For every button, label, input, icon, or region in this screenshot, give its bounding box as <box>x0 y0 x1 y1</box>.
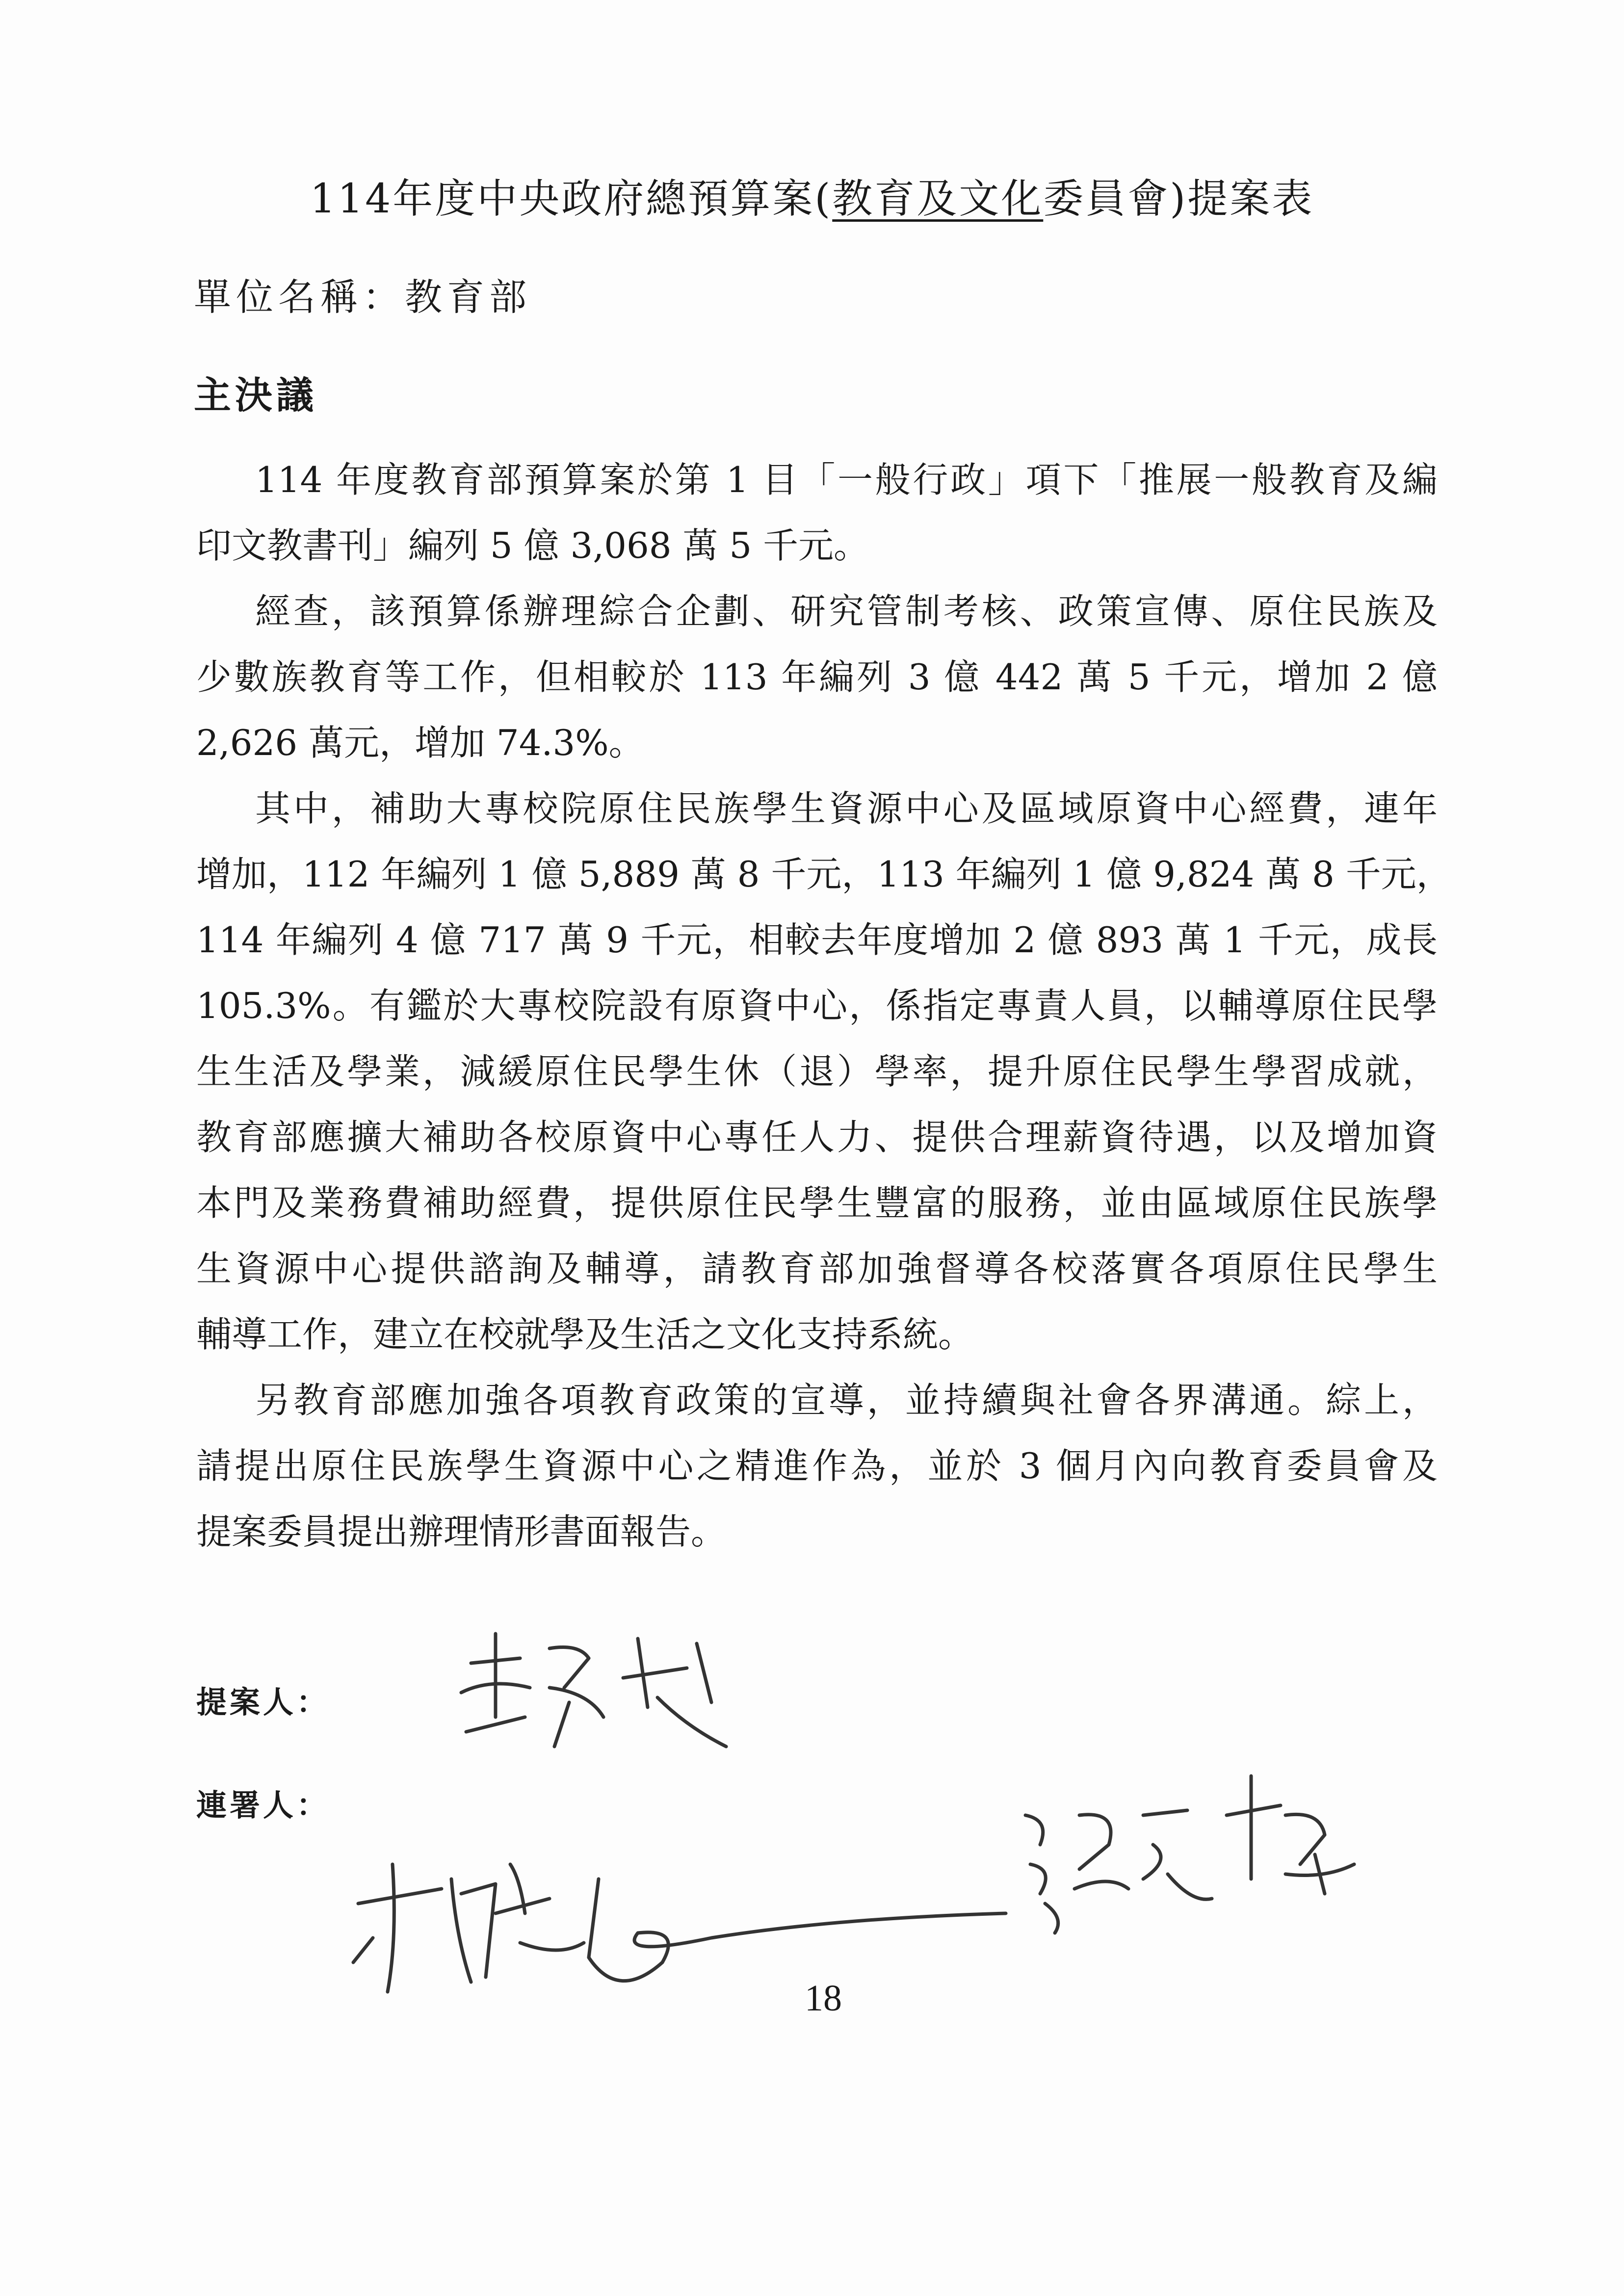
text-line: 請提出原住民族學生資源中心之精進作為，並於 3 個月內向教育委員會及 <box>196 1445 1438 1487</box>
cosigner-signature-1 <box>353 1864 1006 1992</box>
text-line: 增加，112 年編列 1 億 5,889 萬 8 千元，113 年編列 1 億 9,824 萬 8 千元， <box>196 854 1452 895</box>
text-line: 本門及業務費補助經費，提供原住民學生豐富的服務，並由區域原住民族學 <box>196 1182 1438 1224</box>
text-line: 生生活及學業，減緩原住民學生休（退）學率，提升原住民學生學習成就， <box>196 1051 1438 1092</box>
proposer-signature <box>461 1634 726 1747</box>
text-line: 少數族教育等工作，但相較於 113 年編列 3 億 442 萬 5 千元，增加 2 億 <box>196 656 1438 698</box>
unit-name: 單位名稱：教育部 <box>194 275 531 319</box>
text-line: 另教育部應加強各項教育政策的宣導，並持續與社會各界溝通。綜上， <box>255 1380 1438 1421</box>
text-line: 114 年度教育部預算案於第 1 目「一般行政」項下「推展一般教育及編 <box>255 459 1438 500</box>
cosigner-signature-2 <box>1025 1776 1354 1933</box>
cosigner-label: 連署人： <box>196 1787 330 1823</box>
title-underlined: 教育及文化 <box>832 176 1044 222</box>
text-line: 教育部應擴大補助各校原資中心專任人力、提供合理薪資待遇，以及增加資 <box>196 1117 1438 1158</box>
title-part: 委員會)提案表 <box>1043 176 1314 222</box>
text-line: 印文教書刊」編列 5 億 3,068 萬 5 千元。 <box>196 525 869 566</box>
text-line: 提案委員提出辦理情形書面報告。 <box>196 1511 727 1552</box>
text-line: 2,626 萬元，增加 74.3%。 <box>196 722 644 763</box>
section-heading: 主決議 <box>194 373 317 417</box>
text-line: 114 年編列 4 億 717 萬 9 千元，相較去年度增加 2 億 893 萬 1 千元，成長 <box>196 919 1438 961</box>
page-number: 18 <box>805 1978 842 2019</box>
text-line: 經查，該預算係辦理綜合企劃、研究管制考核、政策宣傳、原住民族及 <box>255 591 1438 632</box>
text-line: 其中，補助大專校院原住民族學生資源中心及區域原資中心經費，連年 <box>255 788 1438 829</box>
text-line: 生資源中心提供諮詢及輔導，請教育部加強督導各校落實各項原住民學生 <box>196 1248 1438 1289</box>
title-part: 114年度中央政府總預算案( <box>310 176 833 222</box>
text-line: 105.3%。有鑑於大專校院設有原資中心，係指定專責人員，以輔導原住民學 <box>196 985 1438 1026</box>
proposer-label: 提案人： <box>196 1684 330 1720</box>
text-line: 輔導工作，建立在校就學及生活之文化支持系統。 <box>196 1314 974 1355</box>
